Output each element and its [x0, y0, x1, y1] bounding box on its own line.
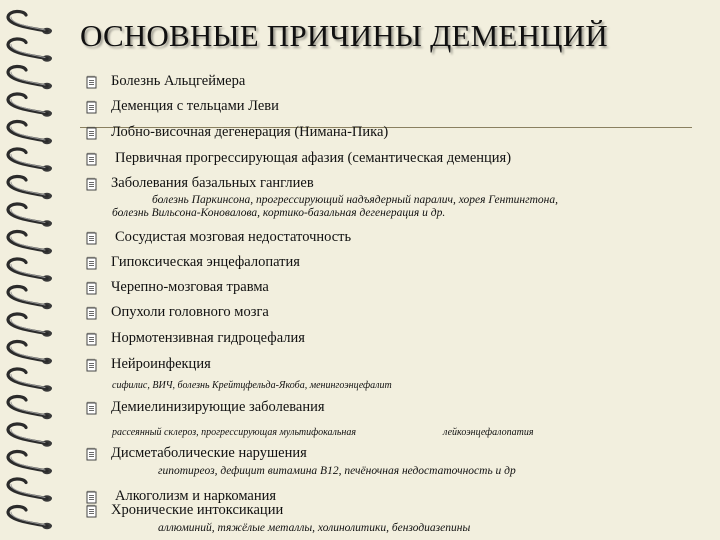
list-item-hypoxic: Гипоксическая энцефалопатия	[111, 254, 300, 270]
notepad-bullet-icon	[85, 306, 99, 320]
notepad-bullet-icon	[85, 177, 99, 191]
subnote-demyelinating-line-1: рассеянный склероз, прогрессирующая мультифокальная	[112, 427, 357, 438]
notepad-bullet-icon	[85, 332, 99, 346]
subnote-demyelinating-line-2: лейкоэнцефалопатия	[443, 427, 534, 438]
list-item-frontotemporal: Лобно-височная дегенерация (Нимана-Пика)	[111, 124, 389, 140]
subnote-intoxication: аллюминий, тяжёлые металлы, холинолитики, бензодиазепины	[158, 522, 471, 534]
list-item-lewy-body: Деменция с тельцами Леви	[111, 98, 279, 114]
subnote-basal-ganglia-line-2: болезнь Вильсона-Коновалова, кортико-базальная дегенерация и др.	[112, 207, 446, 219]
notepad-bullet-icon	[85, 100, 99, 114]
notepad-bullet-icon	[85, 75, 99, 89]
list-item-alcoholism: Алкоголизм и наркомания	[115, 488, 277, 504]
list-item-intoxication: Хронические интоксикации	[111, 502, 284, 518]
notepad-bullet-icon	[85, 256, 99, 270]
notepad-bullet-icon	[85, 447, 99, 461]
list-item-basal-ganglia: Заболевания базальных ганглиев	[111, 175, 314, 191]
notepad-bullet-icon	[85, 231, 99, 245]
notepad-bullet-icon	[85, 490, 99, 504]
list-item-brain-trauma: Черепно-мозговая травма	[111, 279, 269, 295]
notepad-bullet-icon	[85, 504, 99, 518]
notepad-bullet-icon	[85, 281, 99, 295]
spiral-binding-icon	[0, 0, 70, 540]
notepad-bullet-icon	[85, 126, 99, 140]
list-item-hydrocephalus: Нормотензивная гидроцефалия	[111, 330, 305, 346]
list-item-alzheimer: Болезнь Альцгеймера	[111, 73, 246, 89]
notepad-bullet-icon	[85, 152, 99, 166]
list-item-primary-aphasia: Первичная прогрессирующая афазия (семантическая деменция)	[115, 150, 512, 166]
list-item-vascular: Сосудистая мозговая недостаточность	[115, 229, 352, 245]
page-title: ОСНОВНЫЕ ПРИЧИНЫ ДЕМЕНЦИЙ	[80, 18, 608, 53]
list-item-neuroinfection: Нейроинфекция	[111, 356, 211, 372]
subnote-dysmetabolic: гипотиреоз, дефицит витамина В12, печёночная недостаточность и др	[158, 465, 516, 477]
subnote-neuroinfection: сифилис, ВИЧ, болезнь Крейтцфельда-Якоба, менингоэнцефалит	[112, 380, 392, 391]
subnote-basal-ganglia-line-1: болезнь Паркинсона, прогрессирующий надъядерный паралич, хорея Гентингтона,	[152, 194, 558, 206]
list-item-demyelinating: Демиелинизирующие заболевания	[111, 399, 325, 415]
notepad-bullet-icon	[85, 358, 99, 372]
list-item-dysmetabolic: Дисметаболические нарушения	[111, 445, 307, 461]
notepad-bullet-icon	[85, 401, 99, 415]
list-item-brain-tumors: Опухоли головного мозга	[111, 304, 269, 320]
